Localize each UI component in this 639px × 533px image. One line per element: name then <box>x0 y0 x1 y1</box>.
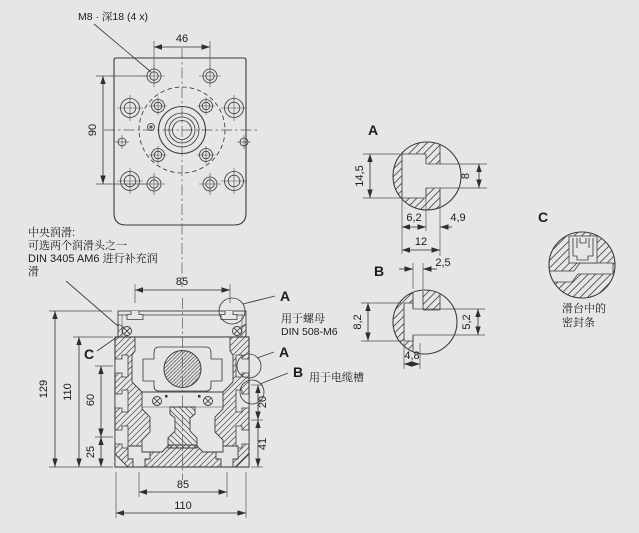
dim-8: 8 <box>460 172 472 180</box>
dim-46-label: 46 <box>175 33 189 45</box>
dim-bottom-85: 85 <box>176 479 190 491</box>
plate-outline <box>114 58 246 225</box>
detail-c <box>538 209 615 329</box>
dim-129: 129 <box>38 379 50 399</box>
lube-note-line4: 滑 <box>28 266 39 278</box>
dim-90-label: 90 <box>87 123 99 137</box>
section-label-a-side: A <box>279 344 290 360</box>
lube-note-line2: 可选两个润滑头之一 <box>28 240 127 252</box>
dim-25: 25 <box>85 445 97 459</box>
note-cable: 用于电缆槽 <box>309 372 364 384</box>
dim-2-5: 2,5 <box>435 257 451 269</box>
callout-leader <box>94 24 151 72</box>
hole-callout: M8 · 深18 (4 x) <box>78 11 149 23</box>
detail-a <box>354 122 487 256</box>
detail-b <box>352 257 485 369</box>
dim-5-2: 5,2 <box>461 314 473 330</box>
section-label-a-top: A <box>280 288 291 304</box>
dim-12: 12 <box>414 236 428 248</box>
section-label-b: B <box>293 364 304 380</box>
detail-c-caption-line1: 滑台中的 <box>562 303 606 315</box>
detail-c-label: C <box>538 209 549 225</box>
dim-41: 41 <box>257 437 269 451</box>
dim-14-5: 14,5 <box>354 165 366 187</box>
dim-4-8: 4,8 <box>404 350 420 362</box>
lube-note-line3: DIN 3405 AM6 进行补充润 <box>28 253 158 265</box>
detail-c-caption-line2: 密封条 <box>562 317 595 329</box>
note-nut-line2: DIN 508-M6 <box>281 326 338 338</box>
lube-note-leader <box>66 281 126 333</box>
dim-20: 20 <box>257 395 269 409</box>
dim-8-2: 8,2 <box>352 314 364 330</box>
slide-table <box>118 311 246 337</box>
section-view <box>38 276 364 518</box>
section-label-c: C <box>84 346 95 362</box>
detail-b-label: B <box>374 263 385 279</box>
dim-6-2: 6,2 <box>406 212 422 224</box>
dim-60: 60 <box>85 393 97 407</box>
detail-a-label: A <box>368 122 379 138</box>
dim-top-85: 85 <box>175 276 189 288</box>
lube-note-line1: 中央润滑: <box>28 227 76 239</box>
dim-bottom-110: 110 <box>174 500 192 512</box>
dim-4-9: 4,9 <box>450 212 466 224</box>
note-nut-line1: 用于螺母 <box>281 313 325 325</box>
dim-110-left: 110 <box>62 383 74 401</box>
